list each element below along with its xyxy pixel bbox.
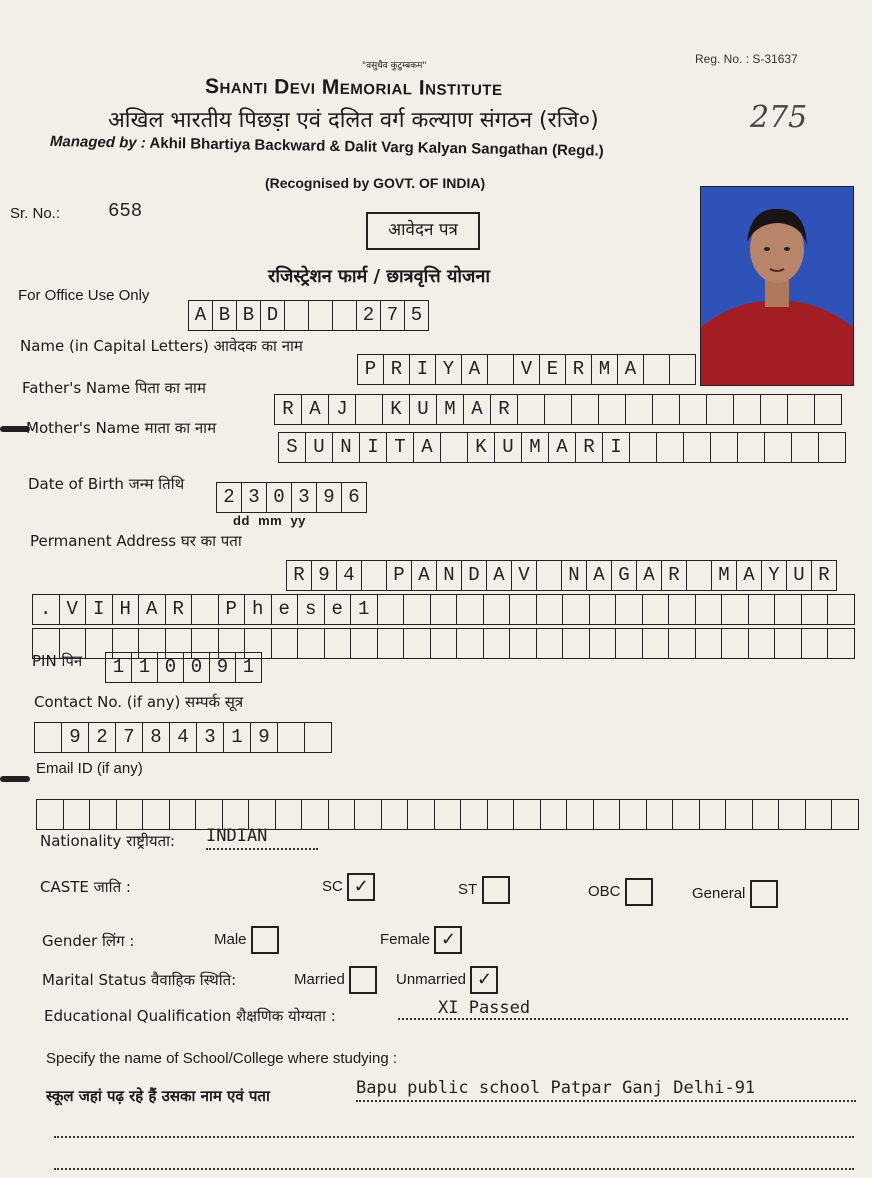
char-box: A [618,354,644,385]
managed-by [50,133,604,160]
char-box: A [549,432,576,463]
char-box: A [487,560,512,591]
char-box [726,799,753,830]
char-box: A [462,354,488,385]
char-box [684,432,711,463]
char-box: A [139,594,166,625]
char-box [734,394,761,425]
char-box: R [662,560,687,591]
marital-married-option[interactable] [294,966,377,994]
char-box: s [298,594,325,625]
managed-prefix: Managed by : [49,133,146,152]
char-box: U [306,432,333,463]
char-box [802,628,829,659]
char-box [765,432,792,463]
char-box: 0 [267,482,292,513]
char-box [382,799,409,830]
father-name-label: Father's Name पिता का नाम [22,379,206,397]
char-box [802,594,829,625]
char-box: E [540,354,566,385]
caste-st-checkbox[interactable] [482,876,510,904]
marital-unmarried-checkbox[interactable]: ✓ [470,966,498,994]
char-box [143,799,170,830]
char-box: A [587,560,612,591]
char-box: K [383,394,410,425]
gender-label: Gender लिंग : [42,932,135,950]
char-box [700,799,727,830]
char-box [309,300,333,331]
char-box: 2 [217,482,242,513]
char-box [278,722,305,753]
char-box: R [491,394,518,425]
char-box [567,799,594,830]
qualification-label: Educational Qualification शैक्षणिक योग्यता : [44,1007,336,1025]
dob-format-hint: dd mm yy [233,513,306,528]
char-box [362,560,387,591]
name-label: Name (in Capital Letters) आवेदक का नाम [20,337,303,355]
char-box: A [464,394,491,425]
char-box: R [166,594,193,625]
caste-sc-option[interactable] [322,873,375,901]
char-box: e [272,594,299,625]
char-box: 4 [337,560,362,591]
char-box [457,594,484,625]
char-box [272,628,299,659]
char-box [815,394,842,425]
char-box: H [113,594,140,625]
mother-name-boxes[interactable] [278,432,846,463]
char-box [378,628,405,659]
marital-unmarried-option[interactable] [396,966,498,994]
char-box: M [712,560,737,591]
char-box: I [86,594,113,625]
char-box [488,354,514,385]
char-box [687,560,712,591]
char-box [657,432,684,463]
char-box [355,799,382,830]
contact-boxes[interactable] [34,722,332,753]
char-box [707,394,734,425]
char-box [305,722,332,753]
char-box [669,594,696,625]
char-box: N [562,560,587,591]
char-box: 0 [158,652,184,683]
char-box [738,432,765,463]
char-box [484,594,511,625]
name-boxes[interactable] [357,354,696,385]
char-box [35,722,62,753]
char-box [673,799,700,830]
char-box: 1 [236,652,262,683]
char-box: R [812,560,837,591]
char-box: 0 [184,652,210,683]
char-box: 9 [317,482,342,513]
char-box [775,628,802,659]
mother-name-label: Mother's Name माता का नाम [26,419,217,437]
dob-label: Date of Birth जन्म तिथि [28,475,185,493]
char-box [404,628,431,659]
char-box: N [437,560,462,591]
char-box [329,799,356,830]
office-use-label: For Office Use Only [18,287,150,304]
char-box [537,560,562,591]
school-label: Specify the name of School/College where studying : [46,1050,398,1067]
recognition-text: (Recognised by GOVT. OF INDIA) [265,175,486,191]
char-box [828,628,855,659]
char-box [680,394,707,425]
caste-obc-checkbox[interactable] [625,878,653,906]
char-box [670,354,696,385]
email-boxes[interactable] [36,799,859,830]
caste-st-option[interactable] [458,876,510,904]
char-box: A [737,560,762,591]
char-box: I [603,432,630,463]
char-box [170,799,197,830]
gender-male-checkbox[interactable] [251,926,279,954]
char-box [643,628,670,659]
registration-number: Reg. No. : S-31637 [695,52,798,66]
char-box: 1 [351,594,378,625]
char-box: . [33,594,60,625]
char-box [828,594,855,625]
char-box: 3 [292,482,317,513]
char-box: B [213,300,237,331]
gender-female-checkbox[interactable]: ✓ [434,926,462,954]
char-box [653,394,680,425]
char-box: 9 [251,722,278,753]
char-box: P [387,560,412,591]
char-box: 9 [312,560,337,591]
form-subtitle: रजिस्ट्रेशन फार्म / छात्रवृत्ति योजना [268,266,491,287]
managed-org: Akhil Bhartiya Backward & Dalit Varg Kalyan Sangathan (Regd.) [149,134,604,160]
char-box [779,799,806,830]
char-box: D [261,300,285,331]
application-form-heading: आवेदन पत्र [366,212,480,250]
char-box [90,799,117,830]
caste-general-label: General [692,885,746,903]
address-line2-boxes[interactable] [32,594,855,625]
char-box [722,594,749,625]
char-box [696,628,723,659]
char-box: A [189,300,213,331]
char-box: R [384,354,410,385]
caste-sc-checkbox[interactable]: ✓ [347,873,375,901]
char-box: 1 [132,652,158,683]
address-line1-boxes[interactable] [286,560,837,591]
char-box [819,432,846,463]
char-box: 3 [242,482,267,513]
char-box: J [329,394,356,425]
school-line-2[interactable] [54,1118,854,1138]
char-box: 3 [197,722,224,753]
gender-male-option[interactable] [214,926,279,954]
char-box [753,799,780,830]
institute-title: Shanti Devi Memorial Institute [204,74,503,101]
char-box [431,628,458,659]
char-box [285,300,309,331]
char-box: U [495,432,522,463]
marital-married-checkbox[interactable] [349,966,377,994]
char-box: S [279,432,306,463]
school-value[interactable]: Bapu public school Patpar Ganj Delhi-91 [356,1078,856,1102]
char-box: h [245,594,272,625]
char-box [537,628,564,659]
char-box: G [612,560,637,591]
char-box: A [414,432,441,463]
char-box [749,628,776,659]
char-box: 4 [170,722,197,753]
char-box [64,799,91,830]
char-box: M [592,354,618,385]
char-box [117,799,144,830]
char-box: 2 [89,722,116,753]
marital-married-label: Married [294,971,345,989]
char-box [408,799,435,830]
char-box [643,594,670,625]
char-box [537,594,564,625]
char-box [711,432,738,463]
char-box [510,594,537,625]
char-box [518,394,545,425]
father-name-boxes[interactable] [274,394,842,425]
char-box: 5 [405,300,429,331]
char-box: V [514,354,540,385]
char-box [351,628,378,659]
char-box [461,799,488,830]
char-box: B [237,300,261,331]
school-line-3[interactable] [54,1150,854,1170]
char-box: Y [436,354,462,385]
char-box [356,394,383,425]
pin-label: PIN पिन [32,652,83,670]
school-label-hindi: स्कूल जहां पढ़ रहे हैं उसका नाम एवं पता [46,1087,270,1105]
sr-no-value: 658 [108,200,143,222]
char-box: P [358,354,384,385]
char-box [378,594,405,625]
char-box [435,799,462,830]
char-box [514,799,541,830]
char-box [647,799,674,830]
char-box [333,300,357,331]
char-box [298,628,325,659]
char-box: V [60,594,87,625]
caste-obc-option[interactable] [588,878,653,906]
char-box: 9 [210,652,236,683]
char-box: U [410,394,437,425]
char-box [616,594,643,625]
gender-male-label: Male [214,931,247,949]
marital-unmarried-label: Unmarried [396,971,467,989]
char-box: V [512,560,537,591]
char-box [669,628,696,659]
char-box [572,394,599,425]
char-box: 9 [62,722,89,753]
char-box: Y [762,560,787,591]
email-label: Email ID (if any) [36,760,143,777]
char-box [594,799,621,830]
char-box: M [437,394,464,425]
char-box: I [410,354,436,385]
char-box [541,799,568,830]
marital-status-label: Marital Status वैवाहिक स्थिति: [42,971,237,989]
char-box [599,394,626,425]
pin-boxes[interactable] [105,652,262,683]
handwritten-stamp-number: 275 [750,100,808,135]
sr-no-label: Sr. No.: [10,205,61,222]
nationality-value[interactable]: INDIAN [206,826,318,850]
char-box [775,594,802,625]
char-box [484,628,511,659]
char-box: R [275,394,302,425]
char-box [37,799,64,830]
char-box: M [522,432,549,463]
char-box [832,799,859,830]
char-box [792,432,819,463]
char-box: 2 [357,300,381,331]
caste-general-checkbox[interactable] [750,880,778,908]
char-box: N [333,432,360,463]
char-box: A [302,394,329,425]
char-box [563,594,590,625]
char-box [325,628,352,659]
char-box [404,594,431,625]
dob-boxes[interactable] [216,482,367,513]
hindi-organization: अखिल भारतीय पिछड़ा एवं दलित वर्ग कल्याण संगठन (रजि०) [108,108,599,133]
char-box: I [360,432,387,463]
contact-label: Contact No. (if any) सम्पर्क सूत्र [34,693,244,711]
char-box [488,799,515,830]
caste-sc-label: SC [322,878,343,896]
char-box [563,628,590,659]
char-box [590,628,617,659]
caste-obc-label: OBC [588,883,621,901]
char-box [457,628,484,659]
char-box: 7 [381,300,405,331]
char-box [590,594,617,625]
char-box [722,628,749,659]
char-box [630,432,657,463]
char-box: R [576,432,603,463]
caste-label: CASTE जाति : [40,878,131,896]
gender-female-option[interactable] [380,926,462,954]
char-box: U [787,560,812,591]
char-box [616,628,643,659]
char-box [626,394,653,425]
char-box: 1 [224,722,251,753]
caste-st-label: ST [458,881,478,899]
char-box: P [219,594,246,625]
office-use-boxes[interactable] [188,300,429,331]
char-box [749,594,776,625]
char-box: A [412,560,437,591]
char-box [192,594,219,625]
char-box [761,394,788,425]
nationality-label: Nationality राष्ट्रीयता: [40,832,176,850]
applicant-photo [700,186,854,386]
char-box: 7 [116,722,143,753]
char-box [788,394,815,425]
char-box: R [287,560,312,591]
char-box [441,432,468,463]
char-box [431,594,458,625]
char-box: 8 [143,722,170,753]
char-box [510,628,537,659]
char-box: 6 [342,482,367,513]
char-box [696,594,723,625]
char-box [620,799,647,830]
char-box: R [566,354,592,385]
address-label: Permanent Address घर का पता [30,532,242,550]
char-box [545,394,572,425]
gender-female-label: Female [380,931,431,949]
char-box: T [387,432,414,463]
qualification-value[interactable]: XI Passed [398,998,848,1020]
char-box: e [325,594,352,625]
char-box: A [637,560,662,591]
char-box [644,354,670,385]
char-box: 1 [106,652,132,683]
char-box: D [462,560,487,591]
caste-general-option[interactable] [692,880,778,908]
char-box [806,799,833,830]
char-box: K [468,432,495,463]
motto-text: "वसुधैव कुटुम्बकम" [362,61,427,71]
